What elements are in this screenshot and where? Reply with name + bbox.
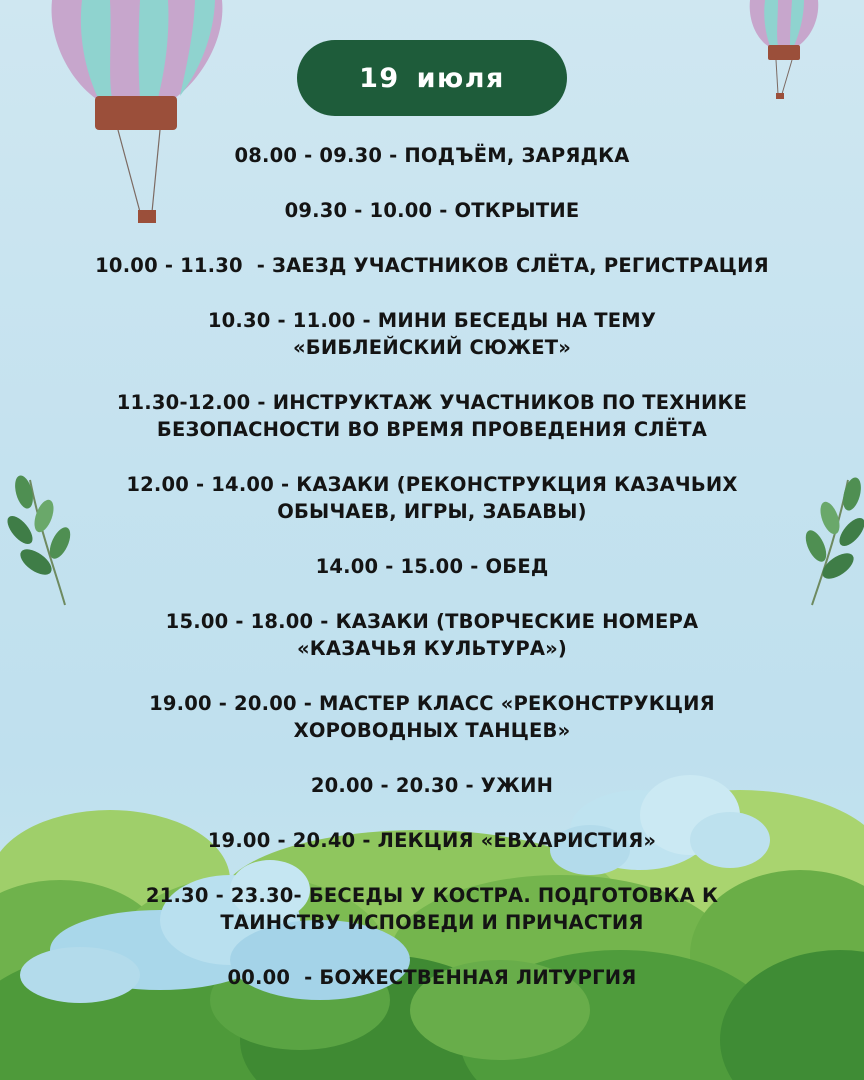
schedule-item-line: ТАИНСТВУ ИСПОВЕДИ И ПРИЧАСТИЯ [220, 911, 644, 934]
schedule-item [40, 690, 824, 744]
schedule-item [40, 827, 824, 854]
schedule-item-line: «КАЗАЧЬЯ КУЛЬТУРА») [296, 637, 568, 660]
schedule-item-line: 12.00 - 14.00 - КАЗАКИ (РЕКОНСТРУКЦИЯ КАЗАЧЬИХ [126, 473, 738, 496]
schedule-item-line: ОБЫЧАЕВ, ИГРЫ, ЗАБАВЫ) [277, 500, 587, 523]
schedule-item [40, 882, 824, 936]
schedule-item [40, 608, 824, 662]
schedule-item-line: 15.00 - 18.00 - КАЗАКИ (ТВОРЧЕСКИЕ НОМЕРА [165, 610, 699, 633]
schedule-item-line: 00.00 - БОЖЕСТВЕННАЯ ЛИТУРГИЯ [227, 966, 637, 989]
schedule-item-line: 10.00 - 11.30 - ЗАЕЗД УЧАСТНИКОВ СЛЁТА, РЕГИСТРАЦИЯ [95, 254, 769, 277]
schedule-item [40, 389, 824, 443]
schedule-item [40, 772, 824, 799]
schedule-item [40, 471, 824, 525]
schedule-item-line: 21.30 - 23.30- БЕСЕДЫ У КОСТРА. ПОДГОТОВКА К [145, 884, 719, 907]
schedule-item-line: 10.30 - 11.00 - МИНИ БЕСЕДЫ НА ТЕМУ [207, 309, 657, 332]
schedule-item-line: 14.00 - 15.00 - ОБЕД [315, 555, 549, 578]
schedule-item [40, 142, 824, 169]
schedule-item [40, 964, 824, 991]
schedule-item [40, 307, 824, 361]
date-label: 19 июля [359, 62, 505, 94]
schedule-item-line: 08.00 - 09.30 - ПОДЪЁМ, ЗАРЯДКА [234, 144, 630, 167]
schedule-item-line: 19.00 - 20.40 - ЛЕКЦИЯ «ЕВХАРИСТИЯ» [207, 829, 657, 852]
schedule-item-line: БЕЗОПАСНОСТИ ВО ВРЕМЯ ПРОВЕДЕНИЯ СЛЁТА [156, 418, 708, 441]
schedule-item [40, 252, 824, 279]
schedule-item-line: 09.30 - 10.00 - ОТКРЫТИЕ [284, 199, 580, 222]
hot-air-balloon-small-icon [750, 0, 819, 99]
schedule-item-line: ХОРОВОДНЫХ ТАНЦЕВ» [293, 719, 571, 742]
schedule-item-line: 11.30-12.00 - ИНСТРУКТАЖ УЧАСТНИКОВ ПО ТЕХНИКЕ [116, 391, 748, 414]
schedule-list [40, 142, 824, 1019]
schedule-item [40, 553, 824, 580]
schedule-item-line: 19.00 - 20.00 - МАСТЕР КЛАСС «РЕКОНСТРУКЦИЯ [149, 692, 715, 715]
schedule-item-line: «БИБЛЕЙСКИЙ СЮЖЕТ» [292, 336, 572, 359]
schedule-item [40, 197, 824, 224]
date-badge [297, 40, 567, 116]
schedule-item-line: 20.00 - 20.30 - УЖИН [310, 774, 554, 797]
